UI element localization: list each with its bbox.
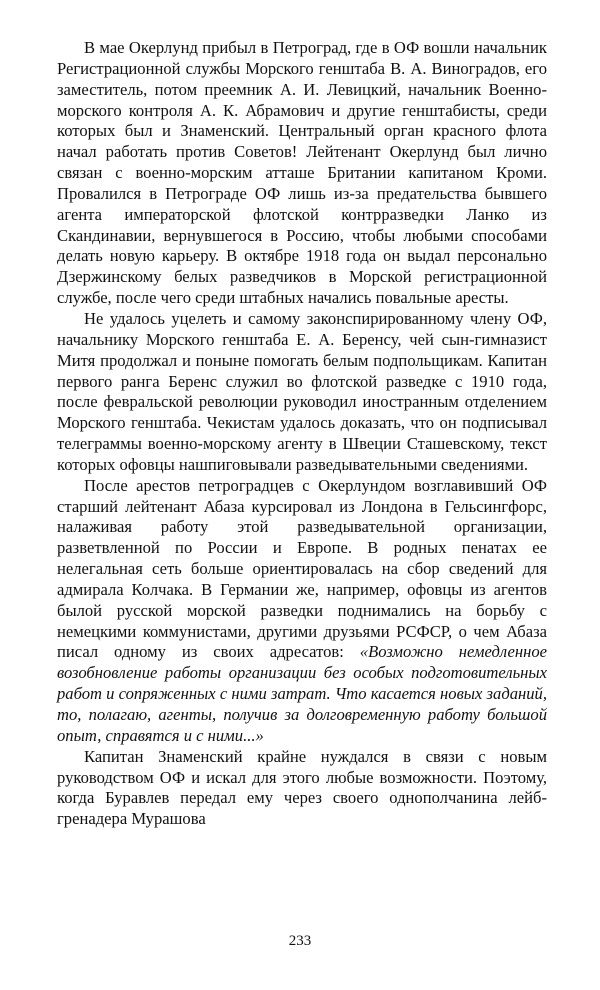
paragraph <box>57 38 547 309</box>
paragraph <box>57 747 547 830</box>
page-text-block <box>57 38 547 830</box>
paragraph-text: Не удалось уцелеть и самому законспирированному члену ОФ, начальнику Морского генштаба Е. А. Беренсу, чей сын-гимназист Митя продолжал и поныне помогать белым подпольщикам. Капитан первого ранга Беренс служил во флотской разведке с 1910 года, после февральской революции руководил иностранным отделением Морского генштаба. Чекистам удалось доказать, что он подписывал телеграммы военно-морскому агенту в Швеции Сташевскому, текст которых офовцы нашпиговывали разведывательными сведениями. <box>57 308 547 474</box>
paragraph <box>57 476 547 747</box>
page-number: 233 <box>288 933 312 949</box>
italic-quote: «Возможно немедленное возобновление работы организации без особых подготовительных работ и сопряженных с ними затрат. Что касается новых заданий, то, полагаю, агенты, получив за долговременную работу большой опыт, справятся и с ними...» <box>57 642 547 745</box>
paragraph-text: В мае Окерлунд прибыл в Петроград, где в ОФ вошли начальник Регистрационной службы Морского генштаба В. А. Виноградов, его заместитель, потом преемник А. И. Левицкий, начальник Военно-морского контроля А. К. Абрамович и другие генштабисты, среди которых был и Знаменский. Центральный орган красного флота начал работать против Советов! Лейтенант Окерлунд был лично связан с военно-морским атташе Британии капитаном Кроми. Провалился в Петрограде ОФ лишь из-за предательства бывшего агента императорской флотской контрразведки Ланко из Скандинавии, вернувшегося в Россию, чтобы любыми способами делать новую карьеру. В октябре 1918 года он выдал персонально Дзержинскому белых разведчиков в Морской регистрационной службе, после чего среди штабных начались повальные аресты. <box>57 38 547 308</box>
paragraph-text: После арестов петроградцев с Окерлундом возглавивший ОФ старший лейтенант Абаза курсировал из Лондона в Гельсингфорс, налаживая работу этой разведывательной организации, разветвленной по России и Европе. В родных пенатах ее нелегальная сеть больше ориентировалась на сбор сведений для адмирала Колчака. В Германии же, например, офовцы из агентов былой русской морской разведки поднимались на борьбу с немецкими коммунистами, другими друзьями РСФСР, о чем Абаза писал одному из своих адресатов: <box>57 475 547 662</box>
paragraph-text: Капитан Знаменский крайне нуждался в связи с новым руководством ОФ и искал для этого любые возможности. Поэтому, когда Буравлев передал ему через своего однополчанина лейб-гренадера Мурашова <box>57 746 547 829</box>
paragraph <box>57 309 547 476</box>
